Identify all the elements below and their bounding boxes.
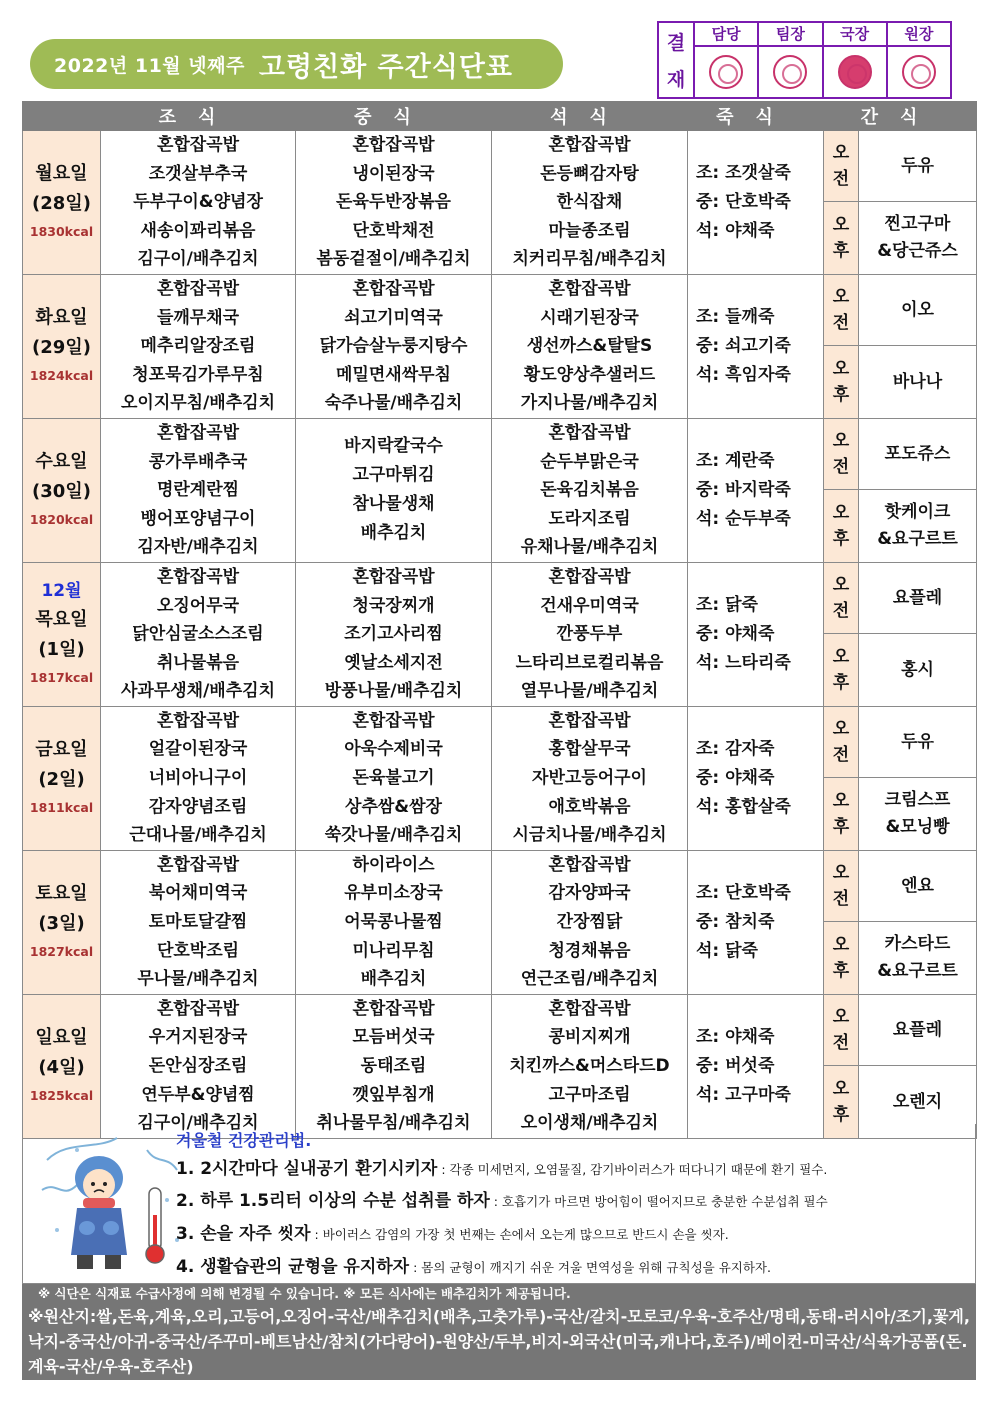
porridge-cell: [688, 706, 824, 850]
menu-item: 취나물무침/배추김치: [316, 1113, 471, 1134]
day-name: 목요일: [35, 609, 88, 631]
day-row: [23, 274, 977, 345]
slot-char: 오: [832, 863, 850, 884]
menu-item: 닭안심굴소스조림: [132, 624, 264, 645]
slot-pm: [824, 346, 859, 419]
snack-line: 홍시: [901, 659, 934, 680]
menu-item: 김구이/배추김치: [137, 249, 259, 270]
lunch-cell: [296, 274, 492, 418]
slot-char: 전: [832, 745, 850, 766]
seal-stamp-icon: [838, 55, 872, 89]
dinner-cell: [492, 994, 688, 1138]
lunch-cell: [296, 994, 492, 1138]
menu-item: 순두부맑은국: [540, 451, 639, 472]
slot-char: 후: [832, 1105, 850, 1126]
day-row: [23, 994, 977, 1065]
menu-item: 오징어무국: [156, 595, 240, 616]
winter-child-thermometer-icon: [37, 1130, 187, 1275]
menu-item: 혼합잡곡밥: [156, 710, 240, 731]
day-row: [23, 418, 977, 489]
menu-item: 도라지조림: [548, 508, 631, 529]
porridge-cell: [688, 418, 824, 562]
table-header-row: [23, 102, 977, 131]
porridge-item: 중: 바지락죽: [696, 479, 791, 500]
menu-item: 봄동겉절이/배추김치: [316, 249, 471, 270]
menu-item: 혼합잡곡밥: [156, 566, 240, 587]
menu-item: 토마토달걀찜: [148, 912, 248, 933]
menu-item: 깐풍두부: [556, 624, 623, 645]
snack-line: 카스타드: [884, 934, 951, 955]
menu-item: 돈안심장조림: [148, 1056, 248, 1076]
slot-am: [824, 850, 859, 921]
breakfast-cell: [101, 562, 296, 706]
snack-am: 요플레: [859, 994, 977, 1065]
menu-item: 조기고사리찜: [344, 624, 443, 645]
slot-char: 오: [832, 143, 850, 164]
menu-item: 간장찜닭: [556, 912, 623, 933]
porridge-cell: [688, 562, 824, 706]
slot-am: [824, 706, 859, 777]
menu-item: 청국장찌개: [352, 595, 435, 616]
porridge-item: 조: 감자죽: [696, 738, 775, 759]
porridge-item: 중: 쇠고기죽: [696, 335, 791, 356]
tip-item: 2. 하루 1.5리터 이상의 수분 섭취를 하자 : 호흡기가 마르면 방어힘이 떨어지므로 충분한 수분섭취 필수: [176, 1191, 828, 1211]
lunch-cell: [296, 850, 492, 994]
snack-pm: [859, 778, 977, 851]
kcal-label: 1827kcal: [29, 944, 94, 960]
menu-item: 돈등뼈감자탕: [540, 163, 639, 184]
weekly-menu-table: [22, 101, 977, 1139]
slot-am: [824, 418, 859, 489]
menu-item: 사과무생채/배추김치: [120, 681, 275, 702]
menu-item: 배추김치: [360, 523, 427, 544]
lunch-cell: [296, 706, 492, 850]
day-row: [23, 850, 977, 921]
menu-item: 명란계란찜: [156, 480, 240, 501]
month-label: 12월: [41, 581, 82, 602]
approval-cell: [824, 23, 888, 97]
slot-char: 전: [832, 313, 850, 334]
approval-label: 결 재: [659, 23, 695, 97]
menu-item: 유부미소장국: [344, 883, 443, 904]
porridge-item: 조: 들깨죽: [696, 306, 775, 327]
snack-line: &당근쥬스: [877, 241, 958, 262]
menu-item: 가지나물/배추김치: [520, 393, 659, 414]
dinner-cell: [492, 418, 688, 562]
breakfast-cell: [101, 706, 296, 850]
day-date: (4일): [38, 1057, 85, 1079]
week-label: 2022년 11월 넷째주: [54, 54, 245, 77]
day-cell: [23, 706, 101, 850]
menu-item: 혼합잡곡밥: [548, 422, 631, 443]
porridge-item: 석: 느타리죽: [696, 652, 791, 673]
slot-char: 오: [832, 503, 850, 524]
menu-item: 단호박채전: [352, 220, 435, 241]
dinner-cell: [492, 850, 688, 994]
day-name: 토요일: [35, 883, 88, 905]
approval-role: 국장: [824, 23, 886, 47]
snack-line: 크림스프: [884, 790, 951, 811]
porridge-item: 중: 버섯죽: [696, 1055, 775, 1076]
header-breakfast: 조식: [101, 102, 296, 131]
menu-item: 쇠고기미역국: [344, 307, 443, 328]
day-row: [23, 131, 977, 202]
menu-item: 돈육김치볶음: [540, 480, 639, 501]
slot-char: 오: [832, 287, 850, 308]
menu-item: 두부구이&양념장: [133, 192, 263, 213]
slot-char: 전: [832, 457, 850, 478]
snack-am: 이오: [859, 274, 977, 345]
tip-item: 3. 손을 자주 씻자 : 바이러스 감염의 가장 첫 번째는 손에서 오는게 많으므로 반드시 손을 씻자.: [176, 1224, 729, 1244]
menu-item: 연두부&양념찜: [141, 1084, 255, 1105]
menu-item: 연근조림/배추김치: [520, 969, 659, 990]
menu-item: 어묵콩나물찜: [344, 912, 443, 933]
slot-pm: [824, 778, 859, 851]
day-date: (3일): [38, 913, 85, 935]
menu-item: 얼갈이된장국: [148, 739, 248, 760]
slot-pm: [824, 634, 859, 707]
seal-stamp-icon: [773, 55, 807, 89]
slot-char: 후: [832, 385, 850, 406]
breakfast-cell: [101, 274, 296, 418]
menu-item: 메추리알장조림: [140, 336, 256, 357]
porridge-item: 중: 야채죽: [696, 623, 775, 644]
header-dinner: 석식: [492, 102, 688, 131]
menu-item: 생선까스&탈탈S: [526, 336, 653, 357]
approval-box: [657, 21, 952, 99]
kcal-label: 1825kcal: [29, 1088, 94, 1104]
porridge-item: 석: 순두부죽: [696, 508, 791, 529]
tip-item: 4. 생활습관의 균형을 유지하자 : 몸의 균형이 깨지기 쉬운 겨울 면역성을 위해 규칙성을 유지하자.: [176, 1257, 771, 1277]
menu-item: 상추쌈&쌈장: [345, 796, 442, 817]
lunch-cell: [296, 418, 492, 562]
day-cell: [23, 274, 101, 418]
kcal-label: 1824kcal: [29, 368, 94, 384]
day-cell: [23, 562, 101, 706]
menu-item: 한식잡채: [556, 192, 623, 213]
breakfast-cell: [101, 131, 296, 275]
menu-item: 김구이/배추김치: [137, 1113, 259, 1134]
slot-char: 전: [832, 169, 850, 190]
menu-item: 혼합잡곡밥: [352, 710, 435, 731]
day-cell: [23, 131, 101, 275]
footer-notes: [22, 1284, 976, 1380]
menu-item: 방풍나물/배추김치: [324, 681, 463, 702]
menu-item: 유채나물/배추김치: [520, 537, 659, 558]
menu-item: 우거지된장국: [148, 1027, 248, 1048]
day-cell: [23, 850, 101, 994]
menu-item: 배추김치: [360, 969, 427, 990]
day-date: (2일): [38, 769, 85, 791]
snack-line: &모닝빵: [885, 817, 950, 838]
menu-item: 혼합잡곡밥: [156, 422, 240, 443]
menu-item: 혼합잡곡밥: [156, 998, 240, 1019]
kcal-label: 1830kcal: [29, 224, 94, 240]
menu-item: 쑥갓나물/배추김치: [324, 825, 463, 846]
day-name: 일요일: [35, 1027, 88, 1049]
dinner-cell: [492, 274, 688, 418]
slot-pm: [824, 922, 859, 995]
slot-am: [824, 131, 859, 202]
snack-am: 두유: [859, 131, 977, 202]
approval-cell: [695, 23, 759, 97]
menu-item: 자반고등어구이: [532, 768, 647, 789]
snack-pm: [859, 202, 977, 275]
menu-item: 오이지무침/배추김치: [120, 393, 275, 414]
title-banner: [30, 39, 563, 89]
menu-item: 건새우미역국: [540, 595, 639, 616]
porridge-item: 중: 참치죽: [696, 911, 775, 932]
porridge-item: 조: 계란죽: [696, 450, 775, 471]
menu-item: 감자양파국: [548, 883, 631, 904]
menu-item: 혼합잡곡밥: [352, 135, 435, 155]
slot-char: 후: [832, 817, 850, 838]
menu-item: 바지락칼국수: [344, 436, 443, 457]
menu-item: 혼합잡곡밥: [548, 278, 631, 299]
menu-item: 들깨무채국: [156, 307, 240, 328]
menu-item: 혼합잡곡밥: [352, 998, 435, 1019]
day-date: (28일): [32, 193, 91, 215]
slot-char: 후: [832, 241, 850, 262]
slot-char: 오: [832, 791, 850, 812]
breakfast-cell: [101, 994, 296, 1138]
porridge-item: 중: 단호박죽: [696, 191, 791, 212]
seal-stamp-icon: [709, 55, 743, 89]
menu-item: 단호박조림: [156, 940, 240, 961]
snack-line: 오렌지: [892, 1091, 943, 1112]
menu-item: 너비아니구이: [148, 768, 248, 789]
menu-item: 고구마조림: [548, 1084, 631, 1105]
slot-char: 오: [832, 431, 850, 452]
porridge-item: 석: 홍합살죽: [696, 796, 791, 817]
seal-stamp-icon: [902, 55, 936, 89]
snack-am: 포도쥬스: [859, 418, 977, 489]
day-name: 월요일: [35, 163, 88, 185]
menu-item: 혼합잡곡밥: [548, 998, 631, 1019]
tip-item: 1. 2시간마다 실내공기 환기시키자 : 각종 미세먼지, 오염물질, 감기바이러스가 떠다니기 때문에 환기 필수.: [176, 1159, 828, 1179]
slot-pm: [824, 202, 859, 275]
snack-am: 요플레: [859, 562, 977, 633]
menu-item: 고구마튀김: [352, 465, 435, 486]
porridge-cell: [688, 850, 824, 994]
porridge-item: 조: 단호박죽: [696, 882, 791, 903]
menu-item: 감자양념조림: [148, 796, 248, 817]
snack-pm: [859, 922, 977, 995]
menu-item: 참나물생채: [352, 494, 435, 515]
porridge-item: 조: 야채죽: [696, 1026, 775, 1047]
porridge-item: 석: 흑임자죽: [696, 364, 791, 385]
slot-char: 오: [832, 1079, 850, 1100]
menu-item: 콩비지찌개: [548, 1027, 631, 1048]
menu-item: 애호박볶음: [548, 796, 631, 817]
day-name: 금요일: [35, 739, 88, 761]
snack-am: 엔요: [859, 850, 977, 921]
slot-char: 전: [832, 889, 850, 910]
snack-pm: [859, 490, 977, 563]
menu-item: 혼합잡곡밥: [548, 710, 631, 731]
menu-item: 돈육불고기: [352, 768, 435, 789]
menu-item: 콩가루배추국: [148, 451, 248, 472]
snack-am: 두유: [859, 706, 977, 777]
menu-item: 오이생채/배추김치: [520, 1113, 659, 1134]
breakfast-cell: [101, 418, 296, 562]
menu-item: 혼합잡곡밥: [156, 278, 240, 299]
menu-item: 돈육두반장볶음: [336, 192, 451, 213]
menu-item: 숙주나물/배추김치: [324, 393, 463, 414]
menu-item: 무나물/배추김치: [137, 969, 259, 990]
porridge-cell: [688, 131, 824, 275]
menu-item: 혼합잡곡밥: [548, 854, 631, 875]
slot-char: 후: [832, 529, 850, 550]
snack-line: &요구르트: [877, 961, 958, 982]
menu-item: 치킨까스&머스타드D: [509, 1056, 670, 1076]
menu-item: 깻잎부침개: [352, 1084, 435, 1105]
menu-item: 조갯살부추국: [148, 163, 248, 184]
day-date: (29일): [32, 337, 91, 359]
day-name: 화요일: [35, 307, 88, 329]
day-row: [23, 706, 977, 777]
slot-char: 전: [832, 601, 850, 622]
slot-char: 오: [832, 575, 850, 596]
menu-item: 시래기된장국: [540, 307, 639, 328]
menu-item: 황도양상추샐러드: [523, 364, 656, 385]
menu-item: 청경채볶음: [548, 940, 631, 961]
slot-char: 후: [832, 961, 850, 982]
porridge-item: 조: 닭죽: [696, 594, 758, 615]
porridge-item: 석: 고구마죽: [696, 1084, 791, 1105]
page-title: 고령친화 주간식단표: [258, 51, 513, 83]
menu-item: 청포묵김가루무침: [132, 364, 264, 385]
dinner-cell: [492, 562, 688, 706]
menu-item: 하이라이스: [352, 854, 435, 875]
porridge-item: 석: 야채죽: [696, 220, 775, 241]
porridge-cell: [688, 274, 824, 418]
menu-item: 혼합잡곡밥: [156, 135, 240, 155]
header-snack: 간식: [824, 102, 977, 131]
menu-item: 치커리무침/배추김치: [512, 249, 667, 270]
header-porridge: 죽식: [688, 102, 824, 131]
notice-text: ※ 식단은 식재료 수급사정에 의해 변경될 수 있습니다. ※ 모든 식사에는 배추김치가 제공됩니다.: [38, 1286, 571, 1301]
approval-role: 원장: [888, 23, 950, 47]
porridge-item: 중: 야채죽: [696, 767, 775, 788]
kcal-label: 1820kcal: [29, 512, 94, 528]
menu-item: 아욱수제비국: [344, 739, 443, 760]
day-row: [23, 562, 977, 633]
menu-item: 동태조림: [360, 1056, 427, 1076]
menu-item: 열무나물/배추김치: [520, 681, 659, 702]
menu-item: 혼합잡곡밥: [548, 566, 631, 587]
approval-cell: [759, 23, 823, 97]
slot-char: 오: [832, 359, 850, 380]
menu-item: 홍합살무국: [548, 739, 631, 760]
porridge-item: 석: 닭죽: [696, 940, 758, 961]
menu-item: 혼합잡곡밥: [548, 135, 631, 155]
kcal-label: 1817kcal: [29, 670, 94, 686]
menu-item: 냉이된장국: [352, 163, 435, 184]
day-date: (1일): [38, 639, 85, 661]
menu-item: 혼합잡곡밥: [156, 854, 240, 875]
day-name: 수요일: [35, 451, 88, 473]
snack-line: 찐고구마: [884, 214, 951, 235]
menu-item: 모듬버섯국: [352, 1027, 435, 1048]
slot-char: 오: [832, 719, 850, 740]
porridge-item: 조: 조갯살죽: [696, 162, 791, 183]
slot-am: [824, 994, 859, 1065]
slot-pm: [824, 490, 859, 563]
menu-item: 근대나물/배추김치: [129, 825, 267, 846]
breakfast-cell: [101, 850, 296, 994]
tips-title: 겨울철 건강관리법.: [176, 1131, 312, 1150]
slot-char: 후: [832, 673, 850, 694]
header-day: [23, 102, 101, 131]
slot-am: [824, 562, 859, 633]
snack-pm: [859, 346, 977, 419]
menu-item: 혼합잡곡밥: [352, 566, 435, 587]
slot-char: 오: [832, 935, 850, 956]
menu-item: 메밀면새싹무침: [336, 364, 451, 385]
slot-char: 오: [832, 1007, 850, 1028]
header-lunch: 중식: [296, 102, 492, 131]
menu-item: 취나물볶음: [156, 652, 240, 673]
lunch-cell: [296, 562, 492, 706]
menu-item: 새송이꽈리볶음: [140, 220, 256, 241]
origin-text: ※원산지:쌀,돈육,계육,오리,고등어,오징어-국산/배추김치(배추,고춧가루)-국산/갈치-모로코/우육-호주산/명태,동태-러시아/조기,꽃게,낙지-중국산/아귀-중국산/주꾸미-베트남산/참치(가다랑어)-원양산/두부,비지-외국산(미국,캐나다,호주)/베이컨-미국산/식육가공품(돈.계육-국산/우육-호주산): [28, 1307, 970, 1376]
menu-item: 미나리무침: [352, 940, 435, 961]
menu-item: 옛날소세지전: [344, 652, 443, 673]
day-date: (30일): [32, 481, 91, 503]
slot-am: [824, 274, 859, 345]
snack-pm: [859, 634, 977, 707]
kcal-label: 1811kcal: [29, 800, 94, 816]
menu-item: 시금치나물/배추김치: [512, 825, 667, 846]
day-cell: [23, 418, 101, 562]
dinner-cell: [492, 706, 688, 850]
slot-char: 전: [832, 1033, 850, 1054]
menu-item: 느타리브로컬리볶음: [515, 652, 664, 673]
menu-item: 김자반/배추김치: [137, 537, 259, 558]
health-tips-section: [22, 1124, 976, 1284]
menu-item: 혼합잡곡밥: [352, 278, 435, 299]
dinner-cell: [492, 131, 688, 275]
approval-cell: [888, 23, 950, 97]
snack-line: 핫케이크: [884, 502, 951, 523]
menu-item: 마늘종조림: [548, 220, 631, 241]
approval-role: 담당: [695, 23, 757, 47]
lunch-cell: [296, 131, 492, 275]
approval-role: 팀장: [759, 23, 821, 47]
snack-line: &요구르트: [877, 529, 958, 550]
slot-char: 오: [832, 647, 850, 668]
menu-item: 닭가슴살누룽지탕수: [319, 336, 468, 357]
menu-item: 뱅어포양념구이: [140, 508, 256, 529]
snack-line: 바나나: [892, 371, 943, 392]
menu-item: 북어채미역국: [148, 883, 248, 904]
slot-char: 오: [832, 215, 850, 236]
porridge-cell: [688, 994, 824, 1138]
day-cell: [23, 994, 101, 1138]
